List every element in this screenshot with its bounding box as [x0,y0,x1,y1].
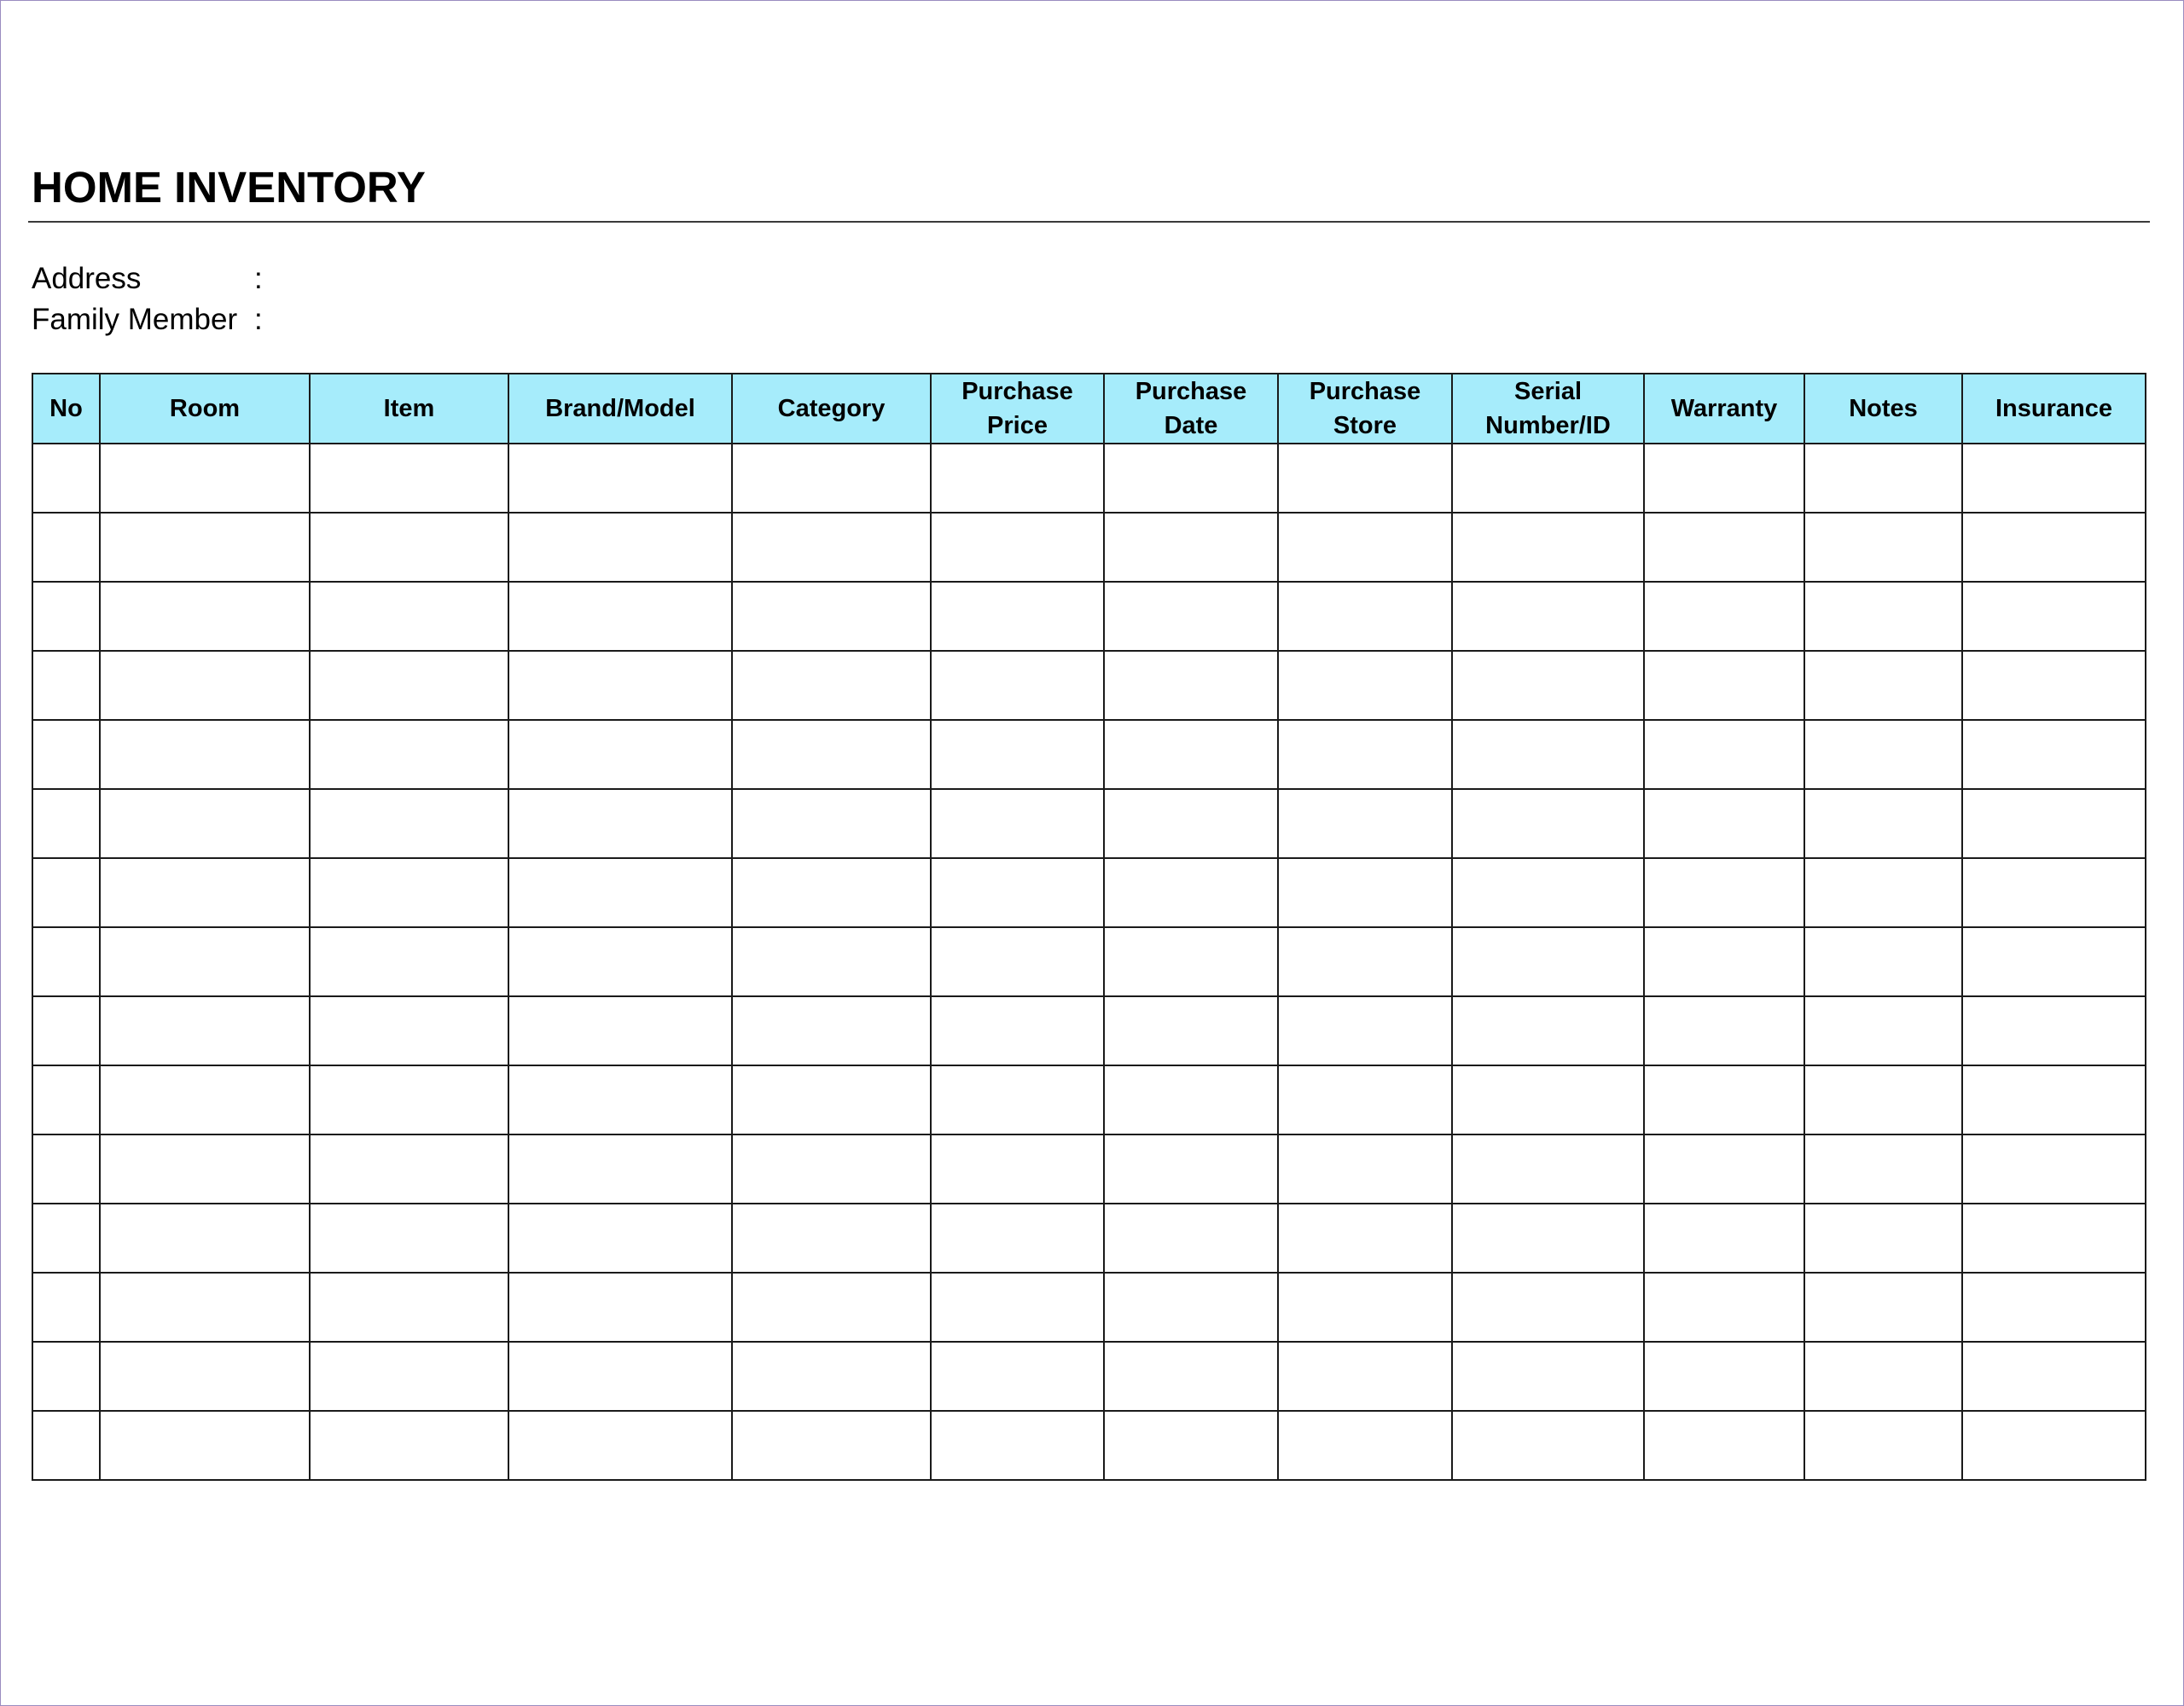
table-header-row [32,374,2146,444]
table-cell[interactable] [1104,513,1278,582]
table-cell[interactable] [1278,1065,1452,1134]
table-cell[interactable] [931,1342,1104,1411]
table-cell[interactable] [1278,858,1452,927]
table-cell[interactable] [1452,1065,1644,1134]
table-row [32,651,2146,720]
table-cell[interactable] [1962,789,2146,858]
inventory-table [32,373,2146,1481]
table-cell[interactable] [931,582,1104,651]
table-row [32,720,2146,789]
table-cell[interactable] [732,1342,931,1411]
title-divider [28,221,2150,223]
table-cell[interactable] [931,1204,1104,1273]
table-cell[interactable] [1104,996,1278,1065]
table-cell[interactable] [100,720,310,789]
table-cell[interactable] [1278,789,1452,858]
table-cell[interactable] [1804,720,1962,789]
table-cell[interactable] [1452,1342,1644,1411]
table-cell[interactable] [1104,789,1278,858]
table-cell[interactable] [508,996,732,1065]
table-cell[interactable] [1104,1273,1278,1342]
table-cell[interactable] [1452,1273,1644,1342]
table-cell[interactable] [310,858,508,927]
family-member-label: Family Member [32,303,238,336]
table-cell[interactable] [1804,858,1962,927]
table-cell[interactable] [1452,927,1644,996]
table-cell[interactable] [32,858,100,927]
table-cell[interactable] [100,927,310,996]
address-separator: : [254,262,263,295]
table-cell[interactable] [310,444,508,513]
table-cell[interactable] [100,1204,310,1273]
table-cell[interactable] [508,1411,732,1480]
table-row [32,1411,2146,1480]
table-cell[interactable] [508,1204,732,1273]
table-row [32,444,2146,513]
table-cell[interactable] [1804,651,1962,720]
table-cell[interactable] [1962,651,2146,720]
table-cell[interactable] [32,996,100,1065]
table-cell[interactable] [508,651,732,720]
table-cell[interactable] [1962,444,2146,513]
table-cell[interactable] [1804,1204,1962,1273]
table-cell[interactable] [100,1065,310,1134]
page-title: HOME INVENTORY [32,163,426,212]
table-cell[interactable] [1962,927,2146,996]
table-cell[interactable] [508,1273,732,1342]
table-cell[interactable] [1278,651,1452,720]
table-cell[interactable] [32,1411,100,1480]
table-cell[interactable] [931,444,1104,513]
table-cell[interactable] [931,996,1104,1065]
table-cell[interactable] [1104,651,1278,720]
table-cell[interactable] [32,1342,100,1411]
table-cell[interactable] [1278,582,1452,651]
header-brand-model: Brand/Model [508,374,732,444]
header-purchase-store: Purchase Store [1278,374,1452,444]
table-cell[interactable] [310,1342,508,1411]
table-cell[interactable] [1644,996,1804,1065]
table-row [32,858,2146,927]
table-cell[interactable] [32,444,100,513]
table-cell[interactable] [100,789,310,858]
table-cell[interactable] [931,858,1104,927]
table-cell[interactable] [1104,1342,1278,1411]
table-row [32,1204,2146,1273]
table-cell[interactable] [1452,1204,1644,1273]
table-row [32,927,2146,996]
table-cell[interactable] [100,996,310,1065]
table-cell[interactable] [1644,651,1804,720]
table-cell[interactable] [100,1342,310,1411]
table-cell[interactable] [310,1134,508,1204]
table-cell[interactable] [310,720,508,789]
table-cell[interactable] [1278,1411,1452,1480]
table-cell[interactable] [1104,927,1278,996]
table-cell[interactable] [1804,927,1962,996]
table-cell[interactable] [508,1342,732,1411]
table-cell[interactable] [100,1411,310,1480]
table-cell[interactable] [732,720,931,789]
table-cell[interactable] [508,720,732,789]
table-cell[interactable] [1962,582,2146,651]
table-cell[interactable] [100,651,310,720]
inventory-body [32,444,2146,1480]
table-cell[interactable] [1644,1204,1804,1273]
header-serial-number: Serial Number/ID [1452,374,1644,444]
table-cell[interactable] [32,582,100,651]
header-insurance: Insurance [1962,374,2146,444]
table-cell[interactable] [1962,513,2146,582]
table-cell[interactable] [1278,927,1452,996]
table-cell[interactable] [1804,1273,1962,1342]
table-cell[interactable] [32,927,100,996]
table-cell[interactable] [732,1204,931,1273]
table-row [32,1134,2146,1204]
table-cell[interactable] [732,996,931,1065]
header-purchase-date: Purchase Date [1104,374,1278,444]
table-cell[interactable] [310,1411,508,1480]
table-cell[interactable] [1452,789,1644,858]
table-cell[interactable] [931,1134,1104,1204]
table-row [32,996,2146,1065]
table-cell[interactable] [310,1204,508,1273]
table-cell[interactable] [310,927,508,996]
table-cell[interactable] [1452,444,1644,513]
table-cell[interactable] [1962,1411,2146,1480]
table-cell[interactable] [732,651,931,720]
table-cell[interactable] [1804,996,1962,1065]
table-cell[interactable] [931,1411,1104,1480]
header-no: No [32,374,100,444]
table-cell[interactable] [1278,444,1452,513]
table-cell[interactable] [1644,720,1804,789]
table-cell[interactable] [1962,1273,2146,1342]
table-cell[interactable] [1104,1204,1278,1273]
table-cell[interactable] [1804,1342,1962,1411]
table-cell[interactable] [310,996,508,1065]
table-cell[interactable] [508,858,732,927]
table-cell[interactable] [32,1134,100,1204]
table-cell[interactable] [100,513,310,582]
table-cell[interactable] [1278,720,1452,789]
table-cell[interactable] [508,444,732,513]
table-cell[interactable] [931,720,1104,789]
table-cell[interactable] [1452,651,1644,720]
table-cell[interactable] [1962,1204,2146,1273]
table-row [32,582,2146,651]
table-cell[interactable] [1644,444,1804,513]
table-cell[interactable] [931,927,1104,996]
table-cell[interactable] [32,1273,100,1342]
table-cell[interactable] [100,858,310,927]
table-cell[interactable] [1644,1065,1804,1134]
address-label: Address [32,262,142,295]
table-cell[interactable] [1104,1065,1278,1134]
table-cell[interactable] [1452,1134,1644,1204]
table-row [32,513,2146,582]
table-cell[interactable] [1804,1134,1962,1204]
table-cell[interactable] [1644,858,1804,927]
table-cell[interactable] [1962,858,2146,927]
table-cell[interactable] [1104,858,1278,927]
table-cell[interactable] [931,789,1104,858]
table-cell[interactable] [1104,1411,1278,1480]
table-cell[interactable] [1644,513,1804,582]
table-cell[interactable] [1452,1411,1644,1480]
table-cell[interactable] [508,513,732,582]
table-cell[interactable] [732,1411,931,1480]
table-cell[interactable] [732,789,931,858]
table-cell[interactable] [100,1273,310,1342]
table-cell[interactable] [1452,858,1644,927]
header-warranty: Warranty [1644,374,1804,444]
table-row [32,1065,2146,1134]
table-cell[interactable] [1278,1134,1452,1204]
table-cell[interactable] [732,444,931,513]
table-cell[interactable] [1804,582,1962,651]
header-item: Item [310,374,508,444]
table-cell[interactable] [32,789,100,858]
table-cell[interactable] [1804,444,1962,513]
table-cell[interactable] [1104,1134,1278,1204]
table-cell[interactable] [1452,582,1644,651]
table-cell[interactable] [732,1134,931,1204]
table-cell[interactable] [1452,720,1644,789]
table-cell[interactable] [732,1065,931,1134]
table-cell[interactable] [1644,927,1804,996]
table-cell[interactable] [310,651,508,720]
table-cell[interactable] [1104,444,1278,513]
table-cell[interactable] [931,651,1104,720]
family-member-separator: : [254,303,263,336]
table-row [32,1273,2146,1342]
header-purchase-price: Purchase Price [931,374,1104,444]
table-cell[interactable] [1962,1342,2146,1411]
table-cell[interactable] [1278,1204,1452,1273]
table-cell[interactable] [310,582,508,651]
table-cell[interactable] [1644,582,1804,651]
table-cell[interactable] [508,1065,732,1134]
table-cell[interactable] [931,513,1104,582]
table-cell[interactable] [310,1065,508,1134]
table-cell[interactable] [32,1204,100,1273]
table-cell[interactable] [1962,1134,2146,1204]
table-cell[interactable] [1962,996,2146,1065]
table-cell[interactable] [1104,582,1278,651]
table-cell[interactable] [32,513,100,582]
header-room: Room [100,374,310,444]
table-cell[interactable] [310,1273,508,1342]
table-cell[interactable] [931,1065,1104,1134]
table-cell[interactable] [310,789,508,858]
table-cell[interactable] [1644,1342,1804,1411]
table-row [32,789,2146,858]
header-category: Category [732,374,931,444]
table-cell[interactable] [32,651,100,720]
table-cell[interactable] [100,1134,310,1204]
table-cell[interactable] [1644,1273,1804,1342]
table-cell[interactable] [1278,996,1452,1065]
table-cell[interactable] [508,789,732,858]
table-cell[interactable] [1104,720,1278,789]
table-cell[interactable] [1278,513,1452,582]
table-cell[interactable] [100,444,310,513]
table-cell[interactable] [100,582,310,651]
table-cell[interactable] [1278,1273,1452,1342]
table-cell[interactable] [1452,996,1644,1065]
table-cell[interactable] [1278,1342,1452,1411]
table-cell[interactable] [1804,1065,1962,1134]
table-cell[interactable] [1644,1411,1804,1480]
table-cell[interactable] [1804,513,1962,582]
table-cell[interactable] [732,513,931,582]
table-cell[interactable] [508,582,732,651]
table-cell[interactable] [1962,720,2146,789]
header-notes: Notes [1804,374,1962,444]
table-cell[interactable] [931,1273,1104,1342]
table-cell[interactable] [1962,1065,2146,1134]
table-cell[interactable] [1644,789,1804,858]
table-cell[interactable] [310,513,508,582]
table-cell[interactable] [32,1065,100,1134]
table-cell[interactable] [1644,1134,1804,1204]
table-cell[interactable] [732,1273,931,1342]
table-cell[interactable] [1452,513,1644,582]
table-cell[interactable] [1804,1411,1962,1480]
table-cell[interactable] [32,720,100,789]
table-cell[interactable] [732,927,931,996]
table-cell[interactable] [732,858,931,927]
table-cell[interactable] [508,927,732,996]
table-cell[interactable] [508,1134,732,1204]
table-cell[interactable] [1804,789,1962,858]
table-cell[interactable] [732,582,931,651]
table-row [32,1342,2146,1411]
